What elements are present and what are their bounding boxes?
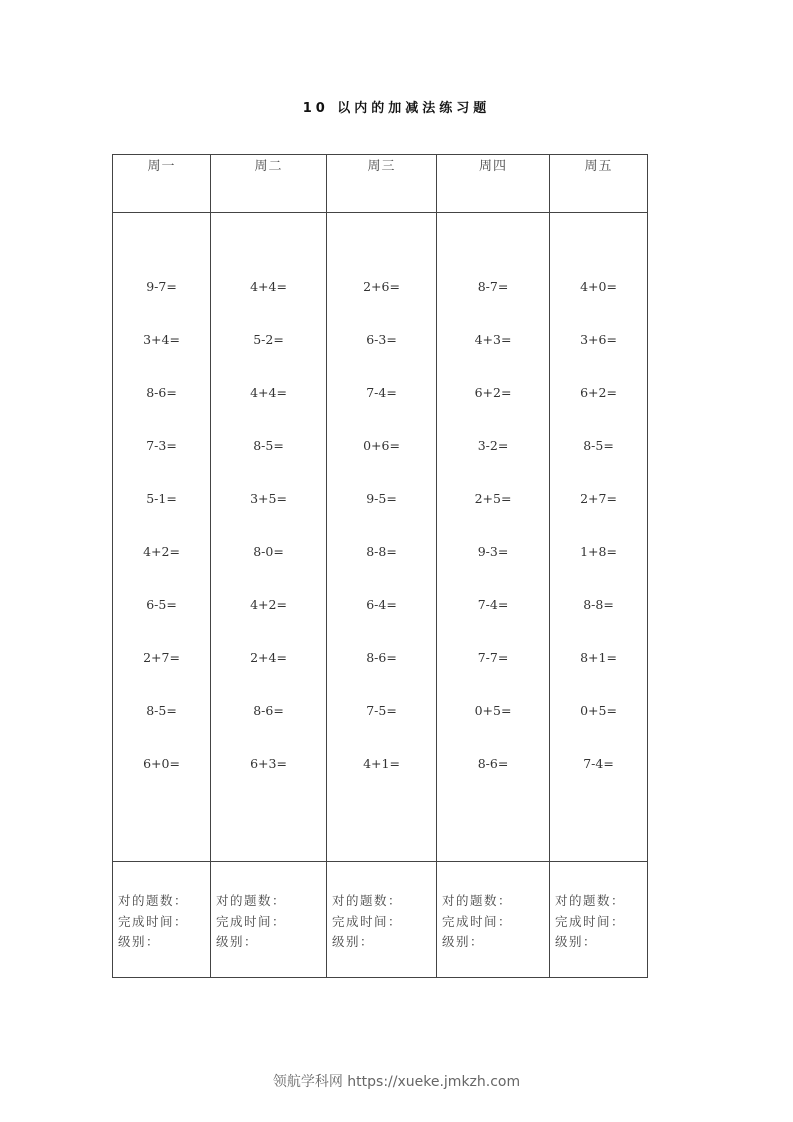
level-label: 级别：: [442, 934, 485, 949]
level-label: 级别：: [118, 934, 161, 949]
problems-column-mon: [113, 213, 211, 862]
problem-item: 7-4=: [366, 385, 397, 400]
page-title: 10 以内的加减法练习题: [302, 101, 491, 116]
problem-item: 4+2=: [143, 544, 180, 559]
problem-item: 7-3=: [146, 438, 177, 453]
problems-column-wed: [327, 213, 437, 862]
problem-item: 9-5=: [366, 491, 397, 506]
problem-item: 9-7=: [146, 279, 177, 294]
problem-item: 8-8=: [366, 544, 397, 559]
problem-item: 5-1=: [146, 491, 177, 506]
day-header-mon: 周一: [113, 155, 211, 213]
problem-item: 8-6=: [477, 756, 509, 771]
problem-item: 8-6=: [366, 650, 397, 665]
footer-row: [113, 862, 648, 978]
correct-count-label: 对的题数：: [442, 893, 513, 908]
day-header-fri: 周五: [550, 155, 648, 213]
completion-time-label: 完成时间：: [332, 913, 403, 929]
problems-column-fri: [550, 213, 648, 862]
problem-item: 6-5=: [146, 597, 177, 612]
level-label: 级别：: [555, 934, 598, 949]
problems-row: [113, 213, 648, 862]
watermark-link[interactable]: 领航学科网 https://xueke.jmkzh.com: [272, 1074, 521, 1090]
problem-item: 2+6=: [363, 279, 400, 294]
correct-count-label: 对的题数：: [118, 893, 189, 908]
correct-count-label: 对的题数：: [555, 893, 626, 908]
problems-column-thu: [437, 213, 550, 862]
footer-cell-tue: [211, 862, 327, 978]
completion-time-label: 完成时间：: [118, 913, 189, 929]
problem-item: 2+5=: [474, 491, 512, 506]
problem-item: 8-5=: [146, 703, 177, 718]
problem-item: 7-5=: [366, 703, 397, 718]
problem-item: 3+6=: [580, 332, 617, 347]
day-header-tue: 周二: [211, 155, 327, 213]
problem-item: 4+1=: [363, 756, 400, 771]
problem-item: 3+4=: [143, 332, 180, 347]
problem-item: 7-7=: [477, 650, 509, 665]
problem-item: 0+5=: [580, 703, 617, 718]
problem-item: 2+4=: [250, 650, 287, 665]
completion-time-label: 完成时间：: [555, 913, 626, 929]
footer-cell-mon: [113, 862, 211, 978]
day-header-wed: 周三: [327, 155, 437, 213]
problem-item: 3-2=: [477, 438, 509, 453]
worksheet-table: [112, 154, 648, 978]
level-label: 级别：: [216, 934, 259, 949]
problems-column-tue: [211, 213, 327, 862]
problem-item: 9-3=: [477, 544, 509, 559]
problem-item: 2+7=: [580, 491, 617, 506]
level-label: 级别：: [332, 934, 375, 949]
problem-item: 8-7=: [477, 279, 509, 294]
problem-item: 5-2=: [253, 332, 284, 347]
problem-item: 0+6=: [363, 438, 400, 453]
problem-item: 6+0=: [143, 756, 180, 771]
problem-item: 8-5=: [583, 438, 614, 453]
problem-item: 3+5=: [250, 491, 287, 506]
problem-item: 7-4=: [477, 597, 509, 612]
problem-item: 8-5=: [253, 438, 284, 453]
header-row: [113, 155, 648, 213]
problem-item: 8-0=: [253, 544, 284, 559]
day-header-thu: 周四: [437, 155, 550, 213]
correct-count-label: 对的题数：: [216, 893, 287, 908]
completion-time-label: 完成时间：: [442, 913, 513, 929]
problem-item: 2+7=: [143, 650, 180, 665]
problem-item: 4+0=: [580, 279, 617, 294]
problem-item: 4+3=: [474, 332, 512, 347]
problem-item: 8-6=: [146, 385, 177, 400]
completion-time-label: 完成时间：: [216, 913, 287, 929]
footer-cell-wed: [327, 862, 437, 978]
footer-cell-thu: [437, 862, 550, 978]
correct-count-label: 对的题数：: [332, 893, 403, 908]
problem-item: 6-3=: [366, 332, 397, 347]
problem-item: 1+8=: [580, 544, 617, 559]
problem-item: 8+1=: [580, 650, 617, 665]
problem-item: 4+4=: [250, 279, 287, 294]
problem-item: 6+2=: [474, 385, 512, 400]
problem-item: 0+5=: [474, 703, 512, 718]
problem-item: 6+2=: [580, 385, 617, 400]
problem-item: 6-4=: [366, 597, 397, 612]
problem-item: 6+3=: [250, 756, 287, 771]
problem-item: 8-6=: [253, 703, 284, 718]
problem-item: 7-4=: [583, 756, 614, 771]
footer-cell-fri: [550, 862, 648, 978]
problem-item: 4+4=: [250, 385, 287, 400]
problem-item: 4+2=: [250, 597, 287, 612]
problem-item: 8-8=: [583, 597, 614, 612]
